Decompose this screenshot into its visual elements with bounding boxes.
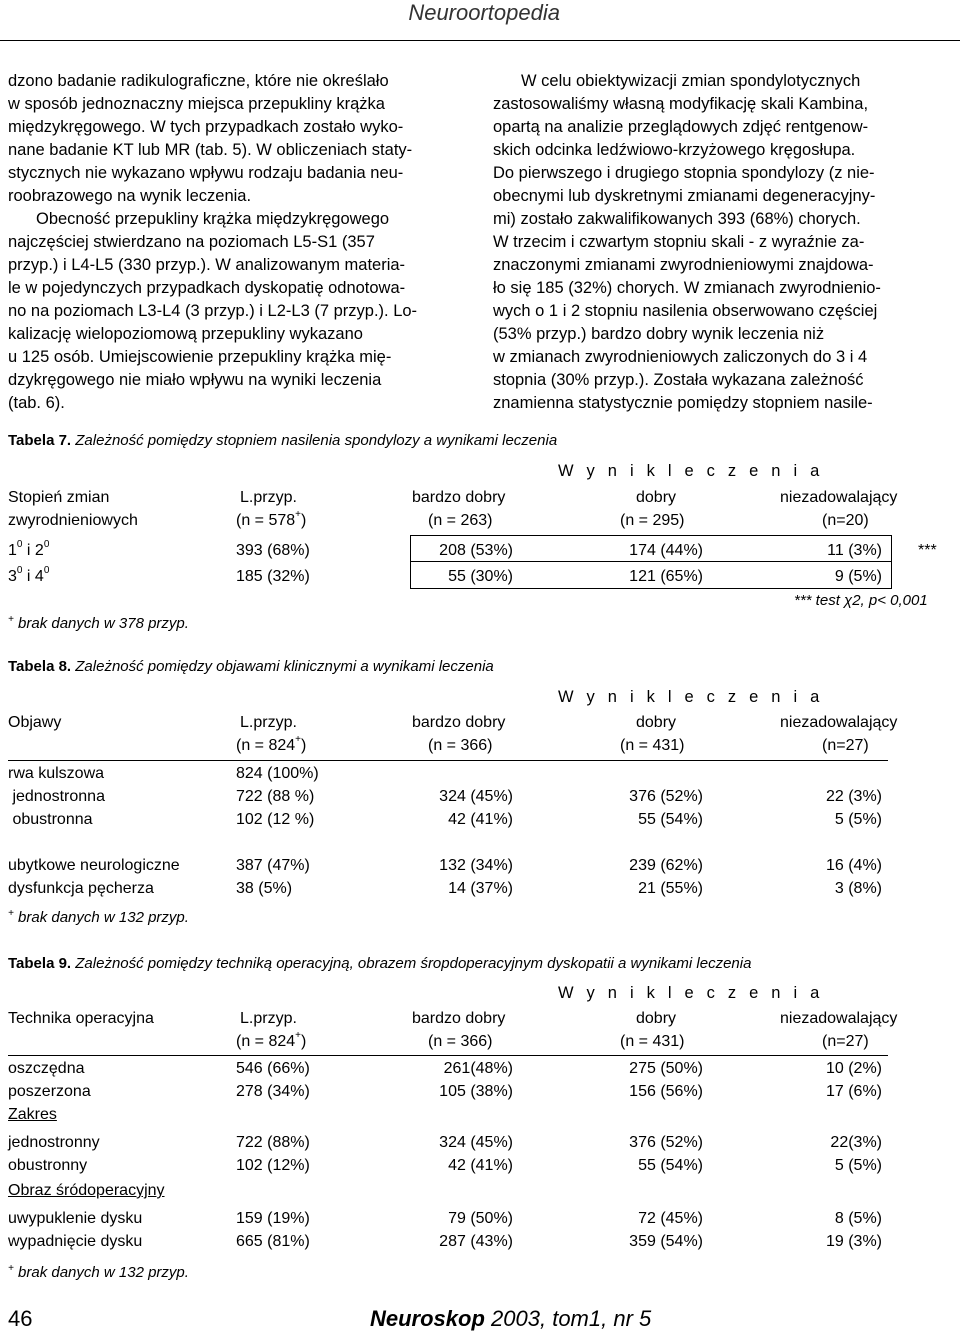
table7-label: Tabela 7.: [8, 432, 72, 449]
left-column-line: (tab. 6).: [8, 394, 65, 412]
left-column-line: dzykręgowego nie miało wpływu na wyniki leczenia: [8, 371, 382, 389]
table9-row-good: 156 (56%): [629, 1083, 703, 1100]
table9-row-very-good: 79 (50%): [448, 1210, 513, 1227]
table7-row2-n: 9 (5%): [834, 568, 882, 585]
table8-header-col5a: niezadowalający: [780, 714, 898, 731]
table8-label: Tabela 8.: [8, 658, 72, 675]
table7-header-col5a: niezadowalający: [780, 489, 898, 506]
table8-row-total: 722 (88 %): [236, 788, 315, 805]
table8-row-unsatisfactory: 5 (5%): [834, 811, 882, 828]
table7-sig-note: *** test χ2, p< 0,001: [794, 592, 928, 609]
table8-header-col2b: (n = 824+): [236, 733, 307, 754]
table9-group-header: W y n i k l e c z e n i a: [558, 984, 824, 1002]
table8-row-total: 387 (47%): [236, 857, 310, 874]
table8-caption: [8, 658, 494, 675]
left-column-line: stycznych nie wykazano wpływu rodzaju badania neu-: [8, 164, 404, 182]
table9-label: Tabela 9.: [8, 955, 72, 972]
page-number: 46: [8, 1306, 33, 1331]
table9-row-label: poszerzona: [8, 1083, 91, 1100]
right-column-line: obecnymi lub dyskretnymi zmianami degeneracyjny-: [493, 187, 876, 205]
left-column-line: Obecność przepukliny krążka międzykręgowego: [36, 210, 390, 228]
table7-row-divider: [410, 561, 891, 562]
table7-header-col4a: dobry: [636, 489, 677, 506]
table9-row-good: 55 (54%): [638, 1157, 703, 1174]
left-column-line: le w pojedynczych przypadkach dyskopatię odnotowa-: [8, 279, 406, 297]
left-column-line: międzykręgowego. W tych przypadkach zostało wyko-: [8, 118, 404, 136]
table7-caption-text: Zależność pomiędzy stopniem nasilenia spondylozy a wynikami leczenia: [75, 432, 558, 449]
table7-group-header: W y n i k l e c z e n i a: [558, 462, 824, 480]
table8-header-col4a: dobry: [636, 714, 677, 731]
table9-row-total: 546 (66%): [236, 1060, 310, 1077]
right-column-line: W trzecim i czwartym stopniu skali - z wyraźnie za-: [493, 233, 865, 251]
table9-caption: [8, 955, 751, 972]
table9-row-unsatisfactory: 10 (2%): [825, 1060, 882, 1077]
right-column-line: mi) zostało zakwalifikowanych 393 (68%) chorych.: [493, 210, 861, 228]
left-column-line: w sposób jednoznaczny miejsca przepukliny krążka: [8, 95, 385, 113]
table9-row-total: 665 (81%): [236, 1233, 310, 1250]
table9-header-rule: [8, 1055, 888, 1056]
right-column-line: Do pierwszego i drugiego stopnia spondylozy (z nie-: [493, 164, 875, 182]
table9-header-col4b: (n = 431): [620, 1033, 685, 1050]
right-column-line: w zmianach zwyrodnieniowych zaliczonych do 3 i 4: [493, 348, 868, 366]
left-text-column: [8, 70, 417, 415]
table9-caption-text: Zależność pomiędzy techniką operacyjną, obrazem śropdoperacyjnym dyskopatii a wynikami leczenia: [75, 955, 752, 972]
table9-header-col1a: Technika operacyjna: [8, 1010, 154, 1027]
table9-row-label: Zakres: [8, 1106, 57, 1123]
table8-header-col3b: (n = 366): [428, 737, 493, 754]
table8-row-good: 239 (62%): [629, 857, 703, 874]
journal-name: Neuroskop: [370, 1306, 485, 1331]
table9-row-very-good: 105 (38%): [439, 1083, 513, 1100]
table8-row-very-good: 14 (37%): [448, 880, 513, 897]
table9-row-total: 102 (12%): [236, 1157, 310, 1174]
right-text-column: [493, 70, 881, 415]
table7-header-col1b: zwyrodnieniowych: [8, 512, 138, 529]
table8-row-label: obustronna: [8, 811, 93, 828]
table7-header-col3b: (n = 263): [428, 512, 493, 529]
right-column-line: ło się 185 (32%) chorych. W zmianach zwyrodnienio-: [493, 279, 881, 297]
table9-row-total: 278 (34%): [236, 1083, 310, 1100]
table9-row-very-good: 324 (45%): [439, 1134, 513, 1151]
right-column-line: znamienna statystycznie pomiędzy stopniem nasile-: [493, 394, 873, 412]
table7-header-col5b: (n=20): [822, 512, 869, 529]
table8-group-header: W y n i k l e c z e n i a: [558, 688, 824, 706]
table7-row2-d: 121 (65%): [629, 568, 703, 585]
table9-row-good: 275 (50%): [629, 1060, 703, 1077]
table8-row-label: ubytkowe neurologiczne: [8, 857, 180, 874]
table8-row-unsatisfactory: 16 (4%): [825, 857, 882, 874]
left-column-line: no na poziomach L3-L4 (3 przyp.) i L2-L3 (7 przyp.). Lo-: [8, 302, 418, 320]
table9-header-col3b: (n = 366): [428, 1033, 493, 1050]
table8-header-rule: [8, 760, 888, 761]
table9-row-label: wypadnięcie dysku: [8, 1233, 143, 1250]
table9-footnote: + brak danych w 132 przyp.: [8, 1263, 189, 1281]
table8-row-label: dysfunkcja pęcherza: [8, 880, 154, 897]
table8-row-total: 38 (5%): [236, 880, 293, 897]
table9-row-unsatisfactory: 8 (5%): [834, 1210, 882, 1227]
left-column-line: u 125 osób. Umiejscowienie przepukliny krążka mię-: [8, 348, 392, 366]
table8-row-very-good: 42 (41%): [448, 811, 513, 828]
table8-row-label: jednostronna: [8, 788, 105, 805]
table7-caption: [8, 432, 557, 449]
table8-caption-text: Zależność pomiędzy objawami klinicznymi a wynikami leczenia: [75, 658, 494, 675]
table7-row1-bd: 208 (53%): [439, 542, 513, 559]
table9-row-very-good: 42 (41%): [448, 1157, 513, 1174]
table9-row-unsatisfactory: 5 (5%): [834, 1157, 882, 1174]
table8-header-col3a: bardzo dobry: [412, 714, 506, 731]
table7-header-col2a: L.przyp.: [240, 489, 297, 506]
left-column-line: najczęściej stwierdzano na poziomach L5-S1 (357: [8, 233, 375, 251]
table9-row-label: uwypuklenie dysku: [8, 1210, 143, 1227]
table7-row1-d: 174 (44%): [629, 542, 703, 559]
left-column-line: roobrazowego na wynik leczenia.: [8, 187, 252, 205]
table9-header-col5b: (n=27): [822, 1033, 869, 1050]
table9-row-unsatisfactory: 22(3%): [830, 1134, 882, 1151]
table9-header-col2a: L.przyp.: [240, 1010, 297, 1027]
right-column-line: znaczonymi zmianami zwyrodnieniowymi znajdowa-: [493, 256, 874, 274]
table9-row-good: 359 (54%): [629, 1233, 703, 1250]
right-column-line: wych o 1 i 2 stopniu nasilenia obserwowano częściej: [493, 302, 878, 320]
right-column-line: stopnia (30% przyp.). Została wykazana zależność: [493, 371, 864, 389]
table8-row-very-good: 324 (45%): [439, 788, 513, 805]
table7-row2-label: $3^0$ i $4^0$: [8, 564, 50, 585]
table7-footnote: + brak danych w 378 przyp.: [8, 614, 189, 632]
right-column-line: zastosowaliśmy własną modyfikację skali Kambina,: [493, 95, 869, 113]
running-header: Neuroortopedia: [408, 0, 560, 25]
table7-header-col3a: bardzo dobry: [412, 489, 506, 506]
left-column-line: przyp.) i L4-L5 (330 przyp.). W analizowanym materia-: [8, 256, 406, 274]
table7-header-col4b: (n = 295): [620, 512, 685, 529]
right-column-line: W celu obiektywizacji zmian spondylotycznych: [521, 72, 861, 90]
right-column-line: (53% przyp.) bardzo dobry wynik leczenia niż: [493, 325, 825, 343]
table9-row-very-good: 287 (43%): [439, 1233, 513, 1250]
table7-row1-label: $1^0$ i $2^0$: [8, 538, 50, 559]
table9-header-col2b: (n = 824+): [236, 1029, 307, 1050]
table8-row-good: 21 (55%): [638, 880, 703, 897]
table9-row-very-good: 261(48%): [443, 1060, 513, 1077]
table9-row-total: 159 (19%): [236, 1210, 310, 1227]
table8-row-unsatisfactory: 3 (8%): [834, 880, 882, 897]
table9-row-label: jednostronny: [8, 1134, 100, 1151]
table8-header-col2a: L.przyp.: [240, 714, 297, 731]
right-column-line: opartą na analizie przeglądowych zdjęć rentgenow-: [493, 118, 869, 136]
table8-row-good: 376 (52%): [629, 788, 703, 805]
table9-row-label: obustronny: [8, 1157, 88, 1174]
table8-row-good: 55 (54%): [638, 811, 703, 828]
right-column-line: skich odcinka ledźwiowo-krzyżowego kręgosłupa.: [493, 141, 856, 159]
journal-issue: 2003, tom1, nr 5: [491, 1306, 652, 1331]
table7-header-col1a: Stopień zmian: [8, 489, 110, 506]
table8-row-total: 824 (100%): [236, 765, 319, 782]
table8-row-label: rwa kulszowa: [8, 765, 105, 782]
table8-row-total: 102 (12 %): [236, 811, 315, 828]
table9-row-unsatisfactory: 19 (3%): [825, 1233, 882, 1250]
table8-header-col1a: Objawy: [8, 714, 62, 731]
left-column-line: nane badanie KT lub MR (tab. 5). W obliczeniach staty-: [8, 141, 413, 159]
table7-header-col2b: (n = 578+): [236, 508, 307, 529]
table9-header-col3a: bardzo dobry: [412, 1010, 506, 1027]
table8-row-very-good: 132 (34%): [439, 857, 513, 874]
header-rule: [0, 40, 960, 41]
table7-row1-total: 393 (68%): [236, 542, 310, 559]
journal-footer: [370, 1306, 651, 1332]
table9-row-label: oszczędna: [8, 1060, 85, 1077]
table9-row-good: 376 (52%): [629, 1134, 703, 1151]
table9-row-good: 72 (45%): [638, 1210, 703, 1227]
table9-row-label: Obraz śródoperacyjny: [8, 1182, 165, 1199]
table8-footnote: + brak danych w 132 przyp.: [8, 908, 189, 926]
table8-header-col4b: (n = 431): [620, 737, 685, 754]
table7-row2-bd: 55 (30%): [448, 568, 513, 585]
table7-row2-total: 185 (32%): [236, 568, 310, 585]
table7-significance-mark: ***: [918, 542, 937, 559]
left-column-line: dzono badanie radikulograficzne, które nie określało: [8, 72, 389, 90]
table7-row1-n: 11 (3%): [827, 542, 882, 559]
table9-header-col5a: niezadowalający: [780, 1010, 898, 1027]
table9-row-unsatisfactory: 17 (6%): [825, 1083, 882, 1100]
table8-row-unsatisfactory: 22 (3%): [825, 788, 882, 805]
table9-header-col4a: dobry: [636, 1010, 677, 1027]
left-column-line: kalizację wielopoziomową przepukliny wykazano: [8, 325, 363, 343]
table9-row-total: 722 (88%): [236, 1134, 310, 1151]
table8-header-col5b: (n=27): [822, 737, 869, 754]
